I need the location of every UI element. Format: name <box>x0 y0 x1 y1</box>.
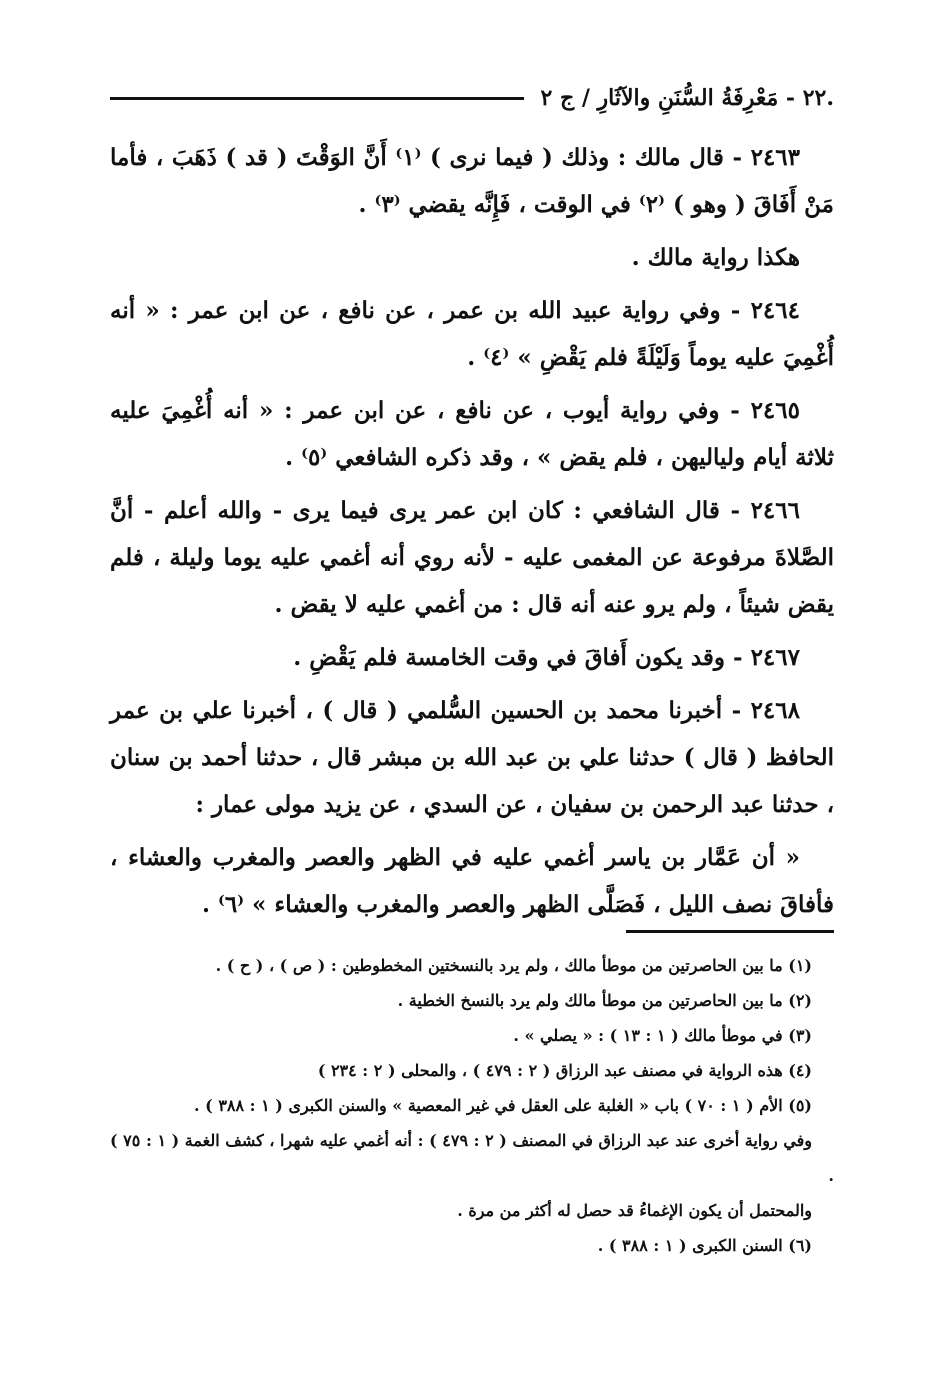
footnote-6: (٦) السنن الكبرى ( ١ : ٣٨٨ ) . <box>597 1236 812 1255</box>
main-text <box>110 134 834 934</box>
paragraph-number: ٢٤٦٣ <box>750 144 801 171</box>
paragraph-text: - وقد يكون أَفاقَ في وقت الخامسة فلم يَقْضِ . <box>293 644 751 671</box>
paragraph-number: ٢٤٦٤ <box>750 297 800 324</box>
paragraph-number: ٢٤٦٨ <box>750 697 800 724</box>
paragraph-text: - قال مالك : وذلك ( فيما نرى ) ⁽١⁾ أَنَّ الوَقْتَ ( قد ) ذَهَبَ ، فأما مَنْ أَفَاقَ ( وهو ) ⁽٢⁾ في الوقت ، فَإِنَّه يقضي ⁽٣⁾ . <box>110 144 834 218</box>
paragraph-number: ٢٤٦٧ <box>750 644 800 671</box>
paragraph-2464 <box>110 287 834 381</box>
paragraph-text: - قال الشافعي : كان ابن عمر يرى فيما يرى - والله أعلم - أنَّ الصَّلاةَ مرفوعة عن المغمى عليه - لأنه روي أنه أغمي عليه يوما وليلة ، فلم يقض شيئاً ، ولم يرو عنه أنه قال : من أغمي عليه لا يقض . <box>110 497 834 618</box>
paragraph-note <box>110 234 834 281</box>
paragraph-number: ٢٤٦٦ <box>750 497 800 524</box>
paragraph-text: - أخبرنا محمد بن الحسين السُّلمي ( قال ) ، أخبرنا علي بن عمر الحافظ ( قال ) حدثنا علي بن عبد الله بن مبشر قال ، حدثنا أحمد بن سنان ، حدثنا عبد الرحمن بن سفيان ، عن السدي ، عن يزيد مولى عمار : <box>110 697 834 818</box>
running-header <box>110 78 834 118</box>
header-rule <box>110 97 524 100</box>
footnote-4: (٤) هذه الرواية في مصنف عبد الرزاق ( ٢ : ٤٧٩ ) ، والمحلى ( ٢ : ٢٣٤ ) <box>317 1061 812 1080</box>
paragraph-text: - وفي رواية أيوب ، عن نافع ، عن ابن عمر : « أنه أُغْمِيَ عليه ثلاثة أيام ولياليهن ، فلم يقض » ، وقد ذكره الشافعي ⁽٥⁾ . <box>110 397 834 471</box>
paragraph-quote <box>110 834 834 928</box>
paragraph-2467 <box>110 634 834 681</box>
footnote-1: (١) ما بين الحاصرتين من موطأ مالك ، ولم يرد بالنسختين المخطوطين : ( ص ) ، ( ح ) . <box>215 956 812 975</box>
paragraph-2463 <box>110 134 834 228</box>
footnote-5: (٥) الأم ( ١ : ٧٠ ) باب « الغلبة على العقل في غير المعصية » والسنن الكبرى ( ١ : ٣٨٨ ) . <box>194 1096 812 1115</box>
paragraph-number: ٢٤٦٥ <box>750 397 800 424</box>
header-title: .٢٢ - مَعْرِفَةُ السُّنَنِ والآثَارِ / ج ٢ <box>540 85 834 111</box>
paragraph-2466 <box>110 487 834 628</box>
paragraph-2465 <box>110 387 834 481</box>
paragraph-text: « أن عَمَّار بن ياسر أغمي عليه في الظهر والعصر والمغرب والعشاء ، فأفاقَ نصف الليل ، فَصَلَّى الظهر والعصر والمغرب والعشاء » ⁽٦⁾ . <box>110 844 834 918</box>
footnotes <box>110 948 834 1263</box>
paragraph-text: هكذا رواية مالك . <box>631 244 800 271</box>
footnote-2: (٢) ما بين الحاصرتين من موطأ مالك ولم يرد بالنسخ الخطية . <box>397 991 812 1010</box>
footnote-3: (٣) في موطأ مالك ( ١ : ١٣ ) : « يصلي » . <box>513 1026 812 1045</box>
paragraph-text: - وفي رواية عبيد الله بن عمر ، عن نافع ، عن ابن عمر : « أنه أُغْمِيَ عليه يوماً وَلَيْلَةً فلم يَقْضِ » ⁽٤⁾ . <box>110 297 834 371</box>
footnote-5-remark: والمحتمل أن يكون الإغماءُ قد حصل له أكثر من مرة . <box>457 1201 812 1220</box>
footnote-separator <box>626 930 834 933</box>
footnote-5-continued: وفي رواية أخرى عند عبد الرزاق في المصنف ( ٢ : ٤٧٩ ) : أنه أغمي عليه شهرا ، كشف الغمة ( ١ : ٧٥ ) . <box>110 1131 834 1185</box>
paragraph-2468 <box>110 687 834 828</box>
